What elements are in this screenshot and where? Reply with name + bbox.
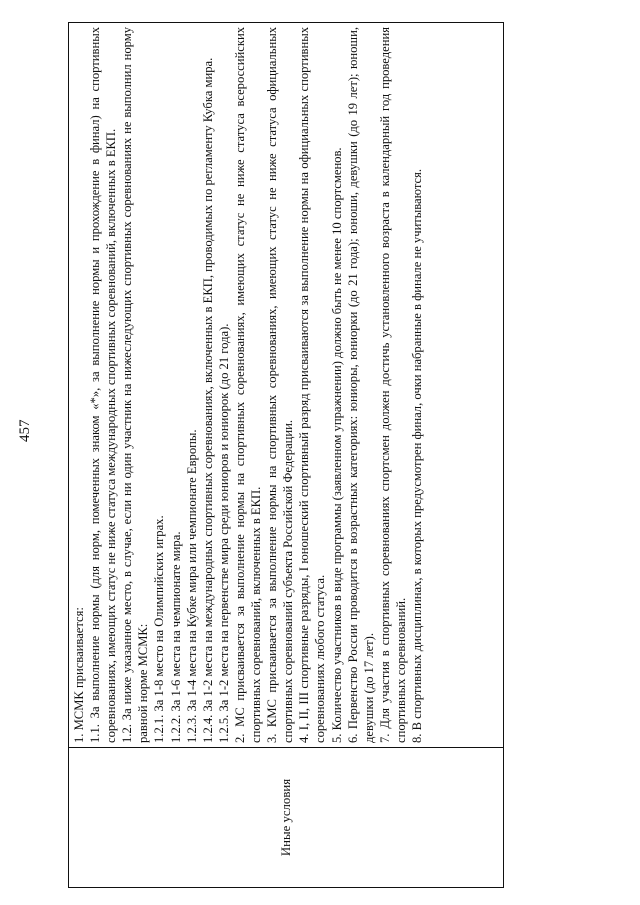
condition-item: 1.2.4. За 1-2 места на международных спортивных соревнованиях, включенных в ЕКП, проводимых по регламенту Кубка мира. <box>200 57 215 743</box>
condition-item: 7. Для участия в спортивных соревнованиях спортсмен должен достичь установленного возраста в календарный год проведения спортивных соревнований. <box>377 27 408 743</box>
condition-item: 1. МСМК присваивается: <box>72 607 86 743</box>
condition-item: 1.2.3. За 1-4 места на Кубке мира или чемпионате Европы. <box>184 429 199 743</box>
conditions-table <box>68 22 504 888</box>
conditions-cell <box>69 23 504 748</box>
condition-item: 1.2. За ниже указанное место, в случае, если ни один участник на нижеследующих спортивных соревнованиях не выполнил норму равной норме МСМК: <box>120 27 151 743</box>
condition-item: 5. Количество участников в виде программы (заявленном упражнении) должно быть не менее 10 спортсменов. <box>329 147 344 743</box>
condition-item: 6. Первенство России проводится в возрастных категориях: юниоры, юниорки (до 21 года); юноши, девушки (до 19 лет); юноши, девушки (до 17 лет). <box>345 27 376 743</box>
row-label-cell <box>69 748 504 888</box>
condition-item: 2. МС присваивается за выполнение нормы на спортивных соревнованиях, имеющих статус не ниже статуса всероссийских спортивных соревнований, включенных в ЕКП. <box>232 27 264 743</box>
rotated-table-container <box>68 22 504 888</box>
table-row <box>69 23 504 888</box>
page-number: 457 <box>17 419 33 442</box>
condition-item: 4. I, II, III спортивные разряды, I юношеский спортивный разряд присваиваются за выполнение нормы на официальных спортивных соревнованиях любого статуса. <box>297 27 328 743</box>
condition-item: 8. В спортивных дисциплинах, в которых предусмотрен финал, очки набранные в финале не учитываются. <box>409 168 424 743</box>
condition-item: 3. КМС присваивается за выполнение нормы на спортивных соревнованиях, имеющих статус не ниже статуса официальных спортивных соревнований субъекта Российской Федерации. <box>265 27 296 743</box>
condition-item: 1.2.2. За 1-6 места на чемпионате мира. <box>168 531 183 743</box>
row-label: Иные условия <box>279 778 293 857</box>
condition-item: 1.2.1. За 1-8 место на Олимпийских играх. <box>152 515 167 743</box>
condition-item: 1.1. За выполнение нормы (для норм, помеченных знаком «*», за выполнение нормы и прохождение в финал) на спортивных соревнованиях, имеющих статус не ниже статуса международных спортивных соревнований, включенных в ЕКП. <box>88 27 119 743</box>
condition-item: 1.2.5. За 1-2 места на первенстве мира среди юниоров и юниорок (до 21 года). <box>216 323 231 743</box>
